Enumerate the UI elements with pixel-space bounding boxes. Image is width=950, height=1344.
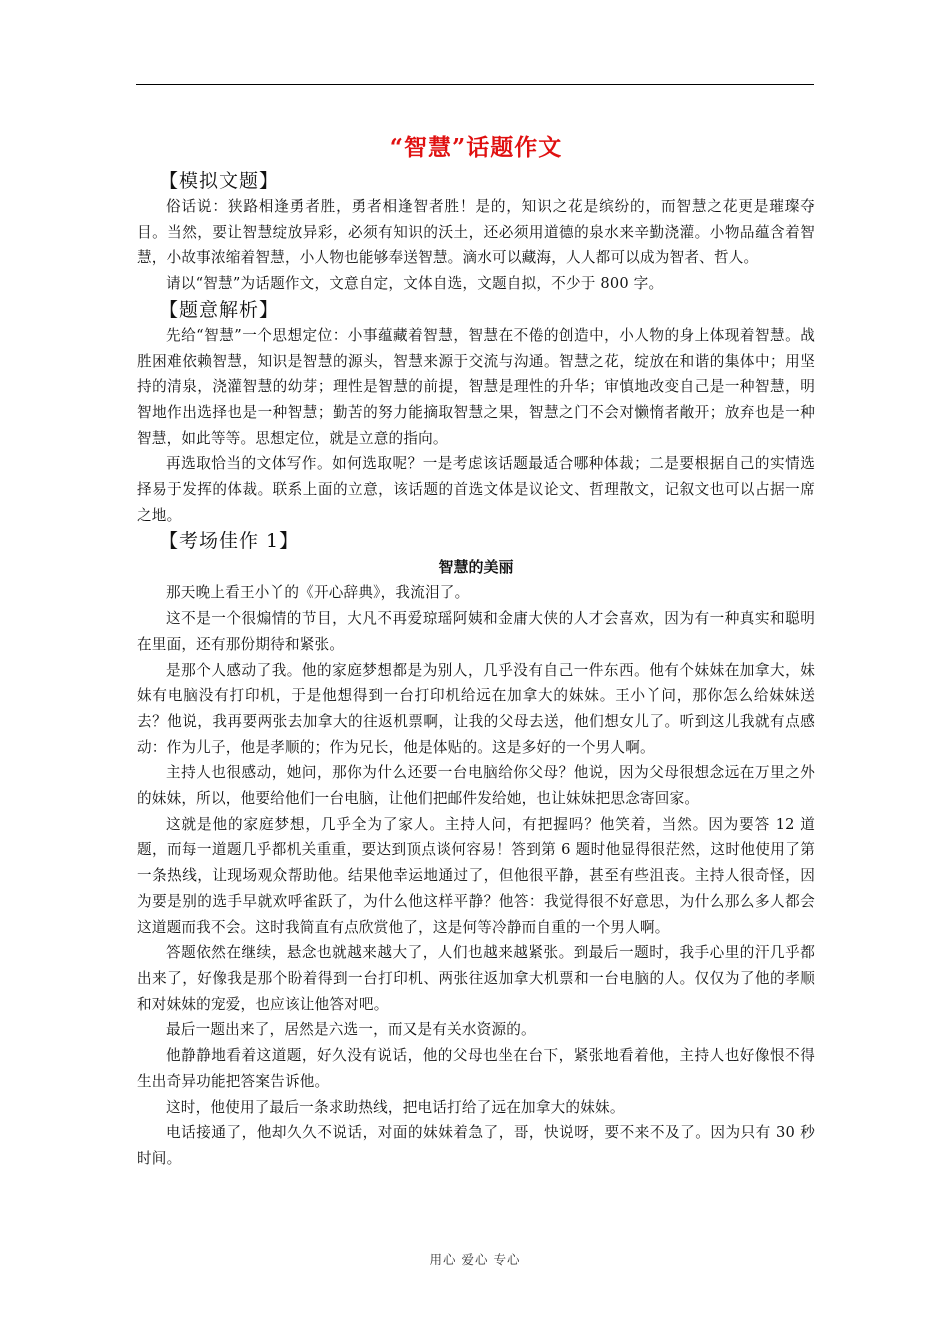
section-heading-prompt: 【模拟文题】 — [159, 170, 280, 192]
prompt-paragraph: 俗话说：狭路相逢勇者胜，勇者相逢智者胜！是的，知识之花是缤纷的，而智慧之花更是璀璨夺目。当然，要让智慧绽放异彩，必须有知识的沃土，还必须用道德的泉水来辛勤浇灌。小物品蕴含着智慧，小故事浓缩着智慧，小人物也能够奉送智慧。滴水可以藏海，人人都可以成为智者、哲人。 — [137, 198, 815, 267]
essay-paragraph: 电话接通了，他却久久不说话，对面的妹妹着急了，哥，快说呀，要不来不及了。因为只有 30 秒时间。 — [137, 1124, 815, 1167]
essay-paragraph: 最后一题出来了，居然是六选一，而又是有关水资源的。 — [166, 1021, 536, 1039]
essay-paragraph: 这就是他的家庭梦想，几乎全为了家人。主持人问，有把握吗？他笑着，当然。因为要答 12 道题，而每一道题几乎都机关重重，要达到顶点谈何容易！答到第 6 题时他显得很茫然，这时他使用了第一条热线，让现场观众帮助他。结果他幸运地通过了，但他很平静，甚至有些沮丧。主持人很奇怪，因为要是别的选手早就欢呼雀跃了，为什么他这样平静？他答：我觉得很不好意思，为什么那么多人都会这道题而我不会。这时我简直有点欣赏他了，这是何等冷静而自重的一个男人啊。 — [137, 815, 815, 936]
essay-paragraph: 他静静地看着这道题，好久没有说话，他的父母也坐在台下，紧张地看着他，主持人也好像恨不得生出奇异功能把答案告诉他。 — [137, 1047, 815, 1090]
essay-paragraph: 那天晚上看王小丫的《开心辞典》，我流泪了。 — [166, 584, 470, 602]
analysis-paragraph: 先给“智慧”一个思想定位：小事蕴藏着智慧，智慧在不倦的创造中，小人物的身上体现着智慧。战胜困难依赖智慧，知识是智慧的源头，智慧来源于交流与沟通。智慧之花，绽放在和谐的集体中；用坚持的清泉，浇灌智慧的幼芽；理性是智慧的前提，智慧是理性的升华；审慎地改变自己是一种智慧，明智地作出选择也是一种智慧；勤苦的努力能摘取智慧之果，智慧之门不会对懒惰者敞开；放弃也是一种智慧，如此等等。思想定位，就是立意的指向。 — [137, 326, 815, 447]
document-title: “智慧”话题作文 — [389, 134, 563, 161]
page-footer: 用心 爱心 专心 — [429, 1252, 521, 1267]
prompt-paragraph: 请以“智慧”为话题作文，文意自定，文体自选，文题自拟，不少于 800 字。 — [166, 275, 664, 293]
section-heading-sample: 【考场佳作 1】 — [159, 530, 300, 553]
header-rule — [136, 84, 814, 85]
essay-paragraph: 主持人也很感动，她问，那你为什么还要一台电脑给你父母？他说，因为父母很想念远在万里之外的妹妹，所以，他要给他们一台电脑，让他们把邮件发给她，也让妹妹把思念寄回家。 — [137, 764, 815, 808]
essay-paragraph: 这时，他使用了最后一条求助热线，把电话打给了远在加拿大的妹妹。 — [166, 1098, 625, 1116]
essay-paragraph: 是那个人感动了我。他的家庭梦想都是为别人，几乎没有自己一件东西。他有个妹妹在加拿大，妹妹有电脑没有打印机，于是他想得到一台打印机给远在加拿大的妹妹。王小丫问，那你怎么给妹妹送去？他说，我再要两张去加拿大的往返机票啊，让我的父母去送，他们想女儿了。听到这儿我就有点感动：作为儿子，他是孝顺的；作为兄长，他是体贴的。这是多好的一个男人啊。 — [137, 661, 815, 756]
analysis-paragraph: 再选取恰当的文体写作。如何选取呢？一是考虑该话题最适合哪种体裁；二是要根据自己的实情选择易于发挥的体裁。联系上面的立意，该话题的首选文体是议论文、哲理散文，记叙文也可以占据一席之地。 — [137, 455, 815, 524]
essay-paragraph: 这不是一个很煽情的节目，大凡不再爱琼瑶阿姨和金庸大侠的人才会喜欢，因为有一种真实和聪明在里面，还有那份期待和紧张。 — [137, 610, 815, 653]
essay-paragraph: 答题依然在继续，悬念也就越来越大了，人们也越来越紧张。到最后一题时，我手心里的汗几乎都出来了，好像我是那个盼着得到一台打印机、两张往返加拿大机票和一台电脑的人。仅仅为了他的孝顺和对妹妹的宠爱，也应该让他答对吧。 — [137, 944, 815, 1013]
section-heading-analysis: 【题意解析】 — [159, 298, 280, 321]
essay-title: 智慧的美丽 — [438, 558, 514, 577]
document-body — [137, 130, 815, 1172]
